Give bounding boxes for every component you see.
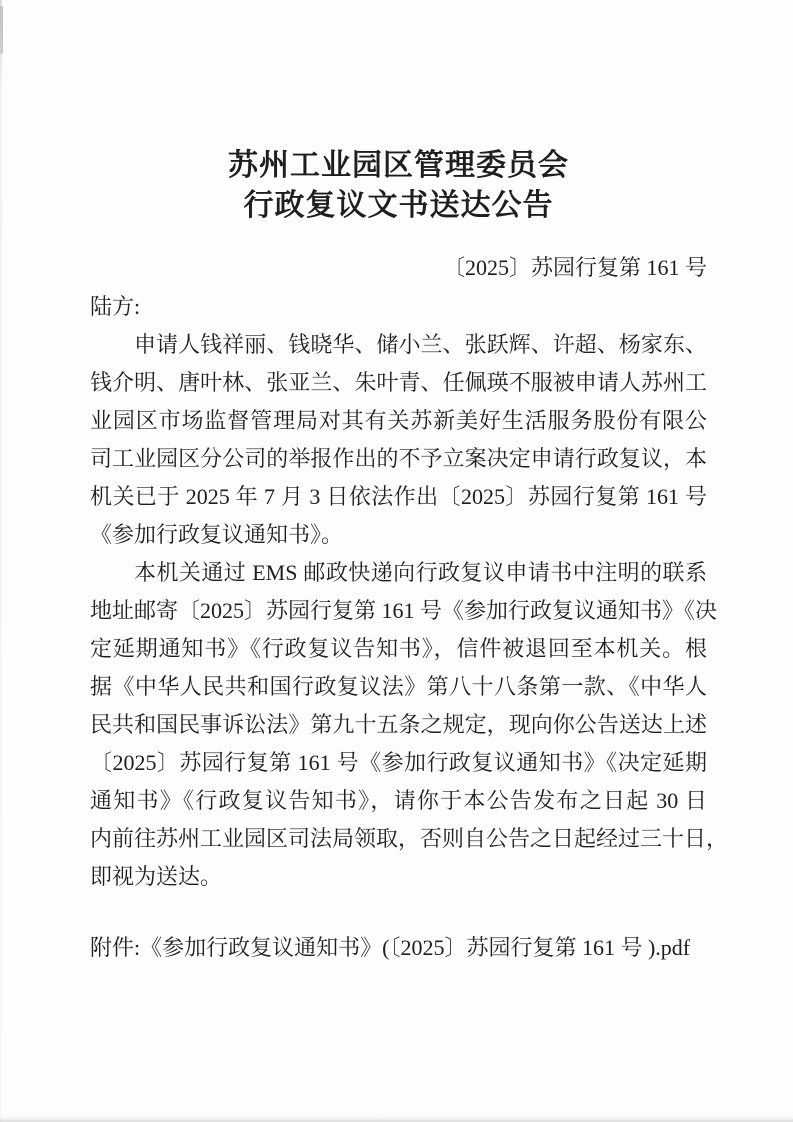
addressee: 陆方: (90, 294, 141, 319)
paragraph-2-line: 定延期通知书》《行政复议告知书》，信件被退回至本机关。根 (90, 636, 707, 661)
paragraph-2-line: 民共和国民事诉讼法》第九十五条之规定，现向你公告送达上述 (90, 712, 707, 737)
paragraph-1-line: 《参加行政复议通知书》。 (90, 522, 344, 547)
document-number: 〔2025〕苏园行复第 161 号 (442, 255, 707, 280)
attachment-reference: 附件:《参加行政复议通知书》(〔2025〕苏园行复第 161 号 ).pdf (90, 935, 691, 960)
paragraph-2-line: 本机关通过 EMS 邮政快递向行政复议申请书中注明的联系 (134, 560, 707, 585)
paragraph-1-line: 司工业园区分公司的举报作出的不予立案决定申请行政复议，本 (90, 446, 707, 471)
paragraph-2-line: 内前往苏州工业园区司法局领取，否则自公告之日起经过三十日， (90, 826, 729, 851)
paragraph-1-line: 申请人钱祥丽、钱晓华、储小兰、张跃辉、许超、杨家东、 (134, 332, 707, 357)
notice-title-line-1: 苏州工业园区管理委员会 (228, 149, 569, 182)
paragraph-1-line: 钱介明、唐叶林、张亚兰、朱叶青、任佩瑛不服被申请人苏州工 (90, 370, 707, 395)
paragraph-2-line: 地址邮寄〔2025〕苏园行复第 161 号《参加行政复议通知书》《决 (90, 598, 718, 623)
paragraph-2 (90, 554, 729, 896)
notice-title (90, 146, 707, 226)
scan-edge-bottom (0, 1115, 793, 1122)
paragraph-2-line: 〔2025〕苏园行复第 161 号《参加行政复议通知书》《决定延期 (90, 750, 707, 775)
paragraph-1 (90, 326, 707, 554)
paragraph-2-line: 通知书》《行政复议告知书》，请你于本公告发布之日起 30 日 (90, 788, 707, 813)
notice-title-line-2: 行政复议文书送达公告 (243, 189, 554, 222)
paragraph-1-line: 业园区市场监督管理局对其有关苏新美好生活服务股份有限公 (90, 408, 707, 433)
paragraph-1-line: 机关已于 2025 年 7 月 3 日依法作出〔2025〕苏园行复第 161 号 (90, 484, 707, 509)
scan-edge-left (0, 0, 2, 1122)
paragraph-2-line: 据《中华人民共和国行政复议法》第八十八条第一款、《中华人 (90, 674, 707, 699)
paragraph-2-line: 即视为送达。 (90, 864, 223, 889)
document-content (90, 0, 729, 967)
